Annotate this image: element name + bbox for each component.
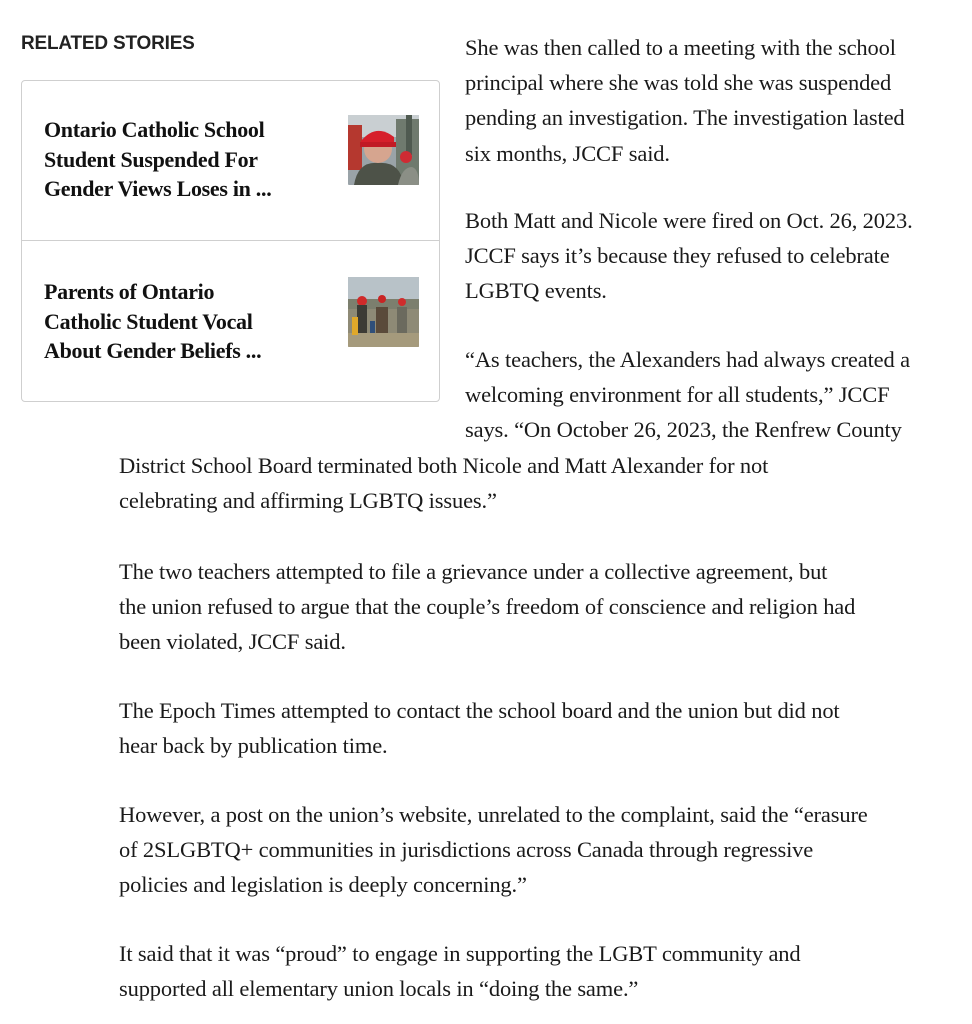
article-paragraph <box>465 30 905 171</box>
article-paragraph <box>465 203 913 309</box>
related-story-title-line: Catholic Student Vocal <box>44 308 253 334</box>
article-paragraph <box>119 936 800 1006</box>
related-story-title[interactable] <box>44 115 314 204</box>
article-paragraph <box>119 554 855 660</box>
article-line: JCCF says it’s because they refused to celebrate <box>465 243 890 269</box>
article-line: It said that it was “proud” to engage in supporting the LGBT community and <box>119 941 801 966</box>
related-story-title-line: Ontario Catholic School <box>44 117 265 142</box>
related-story-title[interactable] <box>44 277 314 366</box>
article-line: The two teachers attempted to file a grievance under a collective agreement, but <box>119 559 828 584</box>
related-story-title-line: Gender Views Loses in ... <box>44 176 272 201</box>
article-line: supported all elementary union locals in “doing the same.” <box>119 976 639 1002</box>
article-line: However, a post on the union’s website, unrelated to the complaint, said the “erasure <box>119 802 868 827</box>
article-line: been violated, JCCF said. <box>119 629 346 655</box>
article-line: She was then called to a meeting with the school <box>465 35 896 60</box>
related-story-link[interactable] <box>22 81 439 241</box>
related-story-title-line: About Gender Beliefs ... <box>44 338 262 363</box>
article-line: welcoming environment for all students,” JCCF <box>465 382 890 408</box>
article-line: The Epoch Times attempted to contact the school board and the union but did not <box>119 698 840 723</box>
related-stories-box <box>21 80 440 402</box>
article-line: District School Board terminated both Nicole and Matt Alexander for not <box>119 452 769 478</box>
article-paragraph <box>119 693 840 763</box>
article-line: pending an investigation. The investigation lasted <box>465 105 905 131</box>
article-line: says. “On October 26, 2023, the Renfrew County <box>465 417 902 443</box>
article-line: principal where she was told she was suspended <box>465 70 892 96</box>
related-story-title-line: Parents of Ontario <box>44 279 215 304</box>
article-line: policies and legislation is deeply concerning.” <box>119 872 527 898</box>
article-line: Both Matt and Nicole were fired on Oct. 26, 2023. <box>465 208 913 233</box>
related-story-thumbnail[interactable] <box>348 277 419 347</box>
article-line: of 2SLGBTQ+ communities in jurisdictions across Canada through regressive <box>119 837 814 863</box>
article-line: LGBTQ events. <box>465 278 607 304</box>
related-stories-heading: RELATED STORIES <box>21 33 195 54</box>
article-paragraph <box>119 797 868 903</box>
related-story-link[interactable] <box>22 242 439 402</box>
article-line: “As teachers, the Alexanders had always created a <box>465 347 910 372</box>
article-line: celebrating and affirming LGBTQ issues.” <box>119 487 497 513</box>
article-line: the union refused to argue that the couple’s freedom of conscience and religion had <box>119 594 856 620</box>
related-story-thumbnail[interactable] <box>348 115 419 185</box>
article-line: six months, JCCF said. <box>465 140 670 166</box>
related-story-title-line: Student Suspended For <box>44 146 258 172</box>
article-line: hear back by publication time. <box>119 733 388 759</box>
